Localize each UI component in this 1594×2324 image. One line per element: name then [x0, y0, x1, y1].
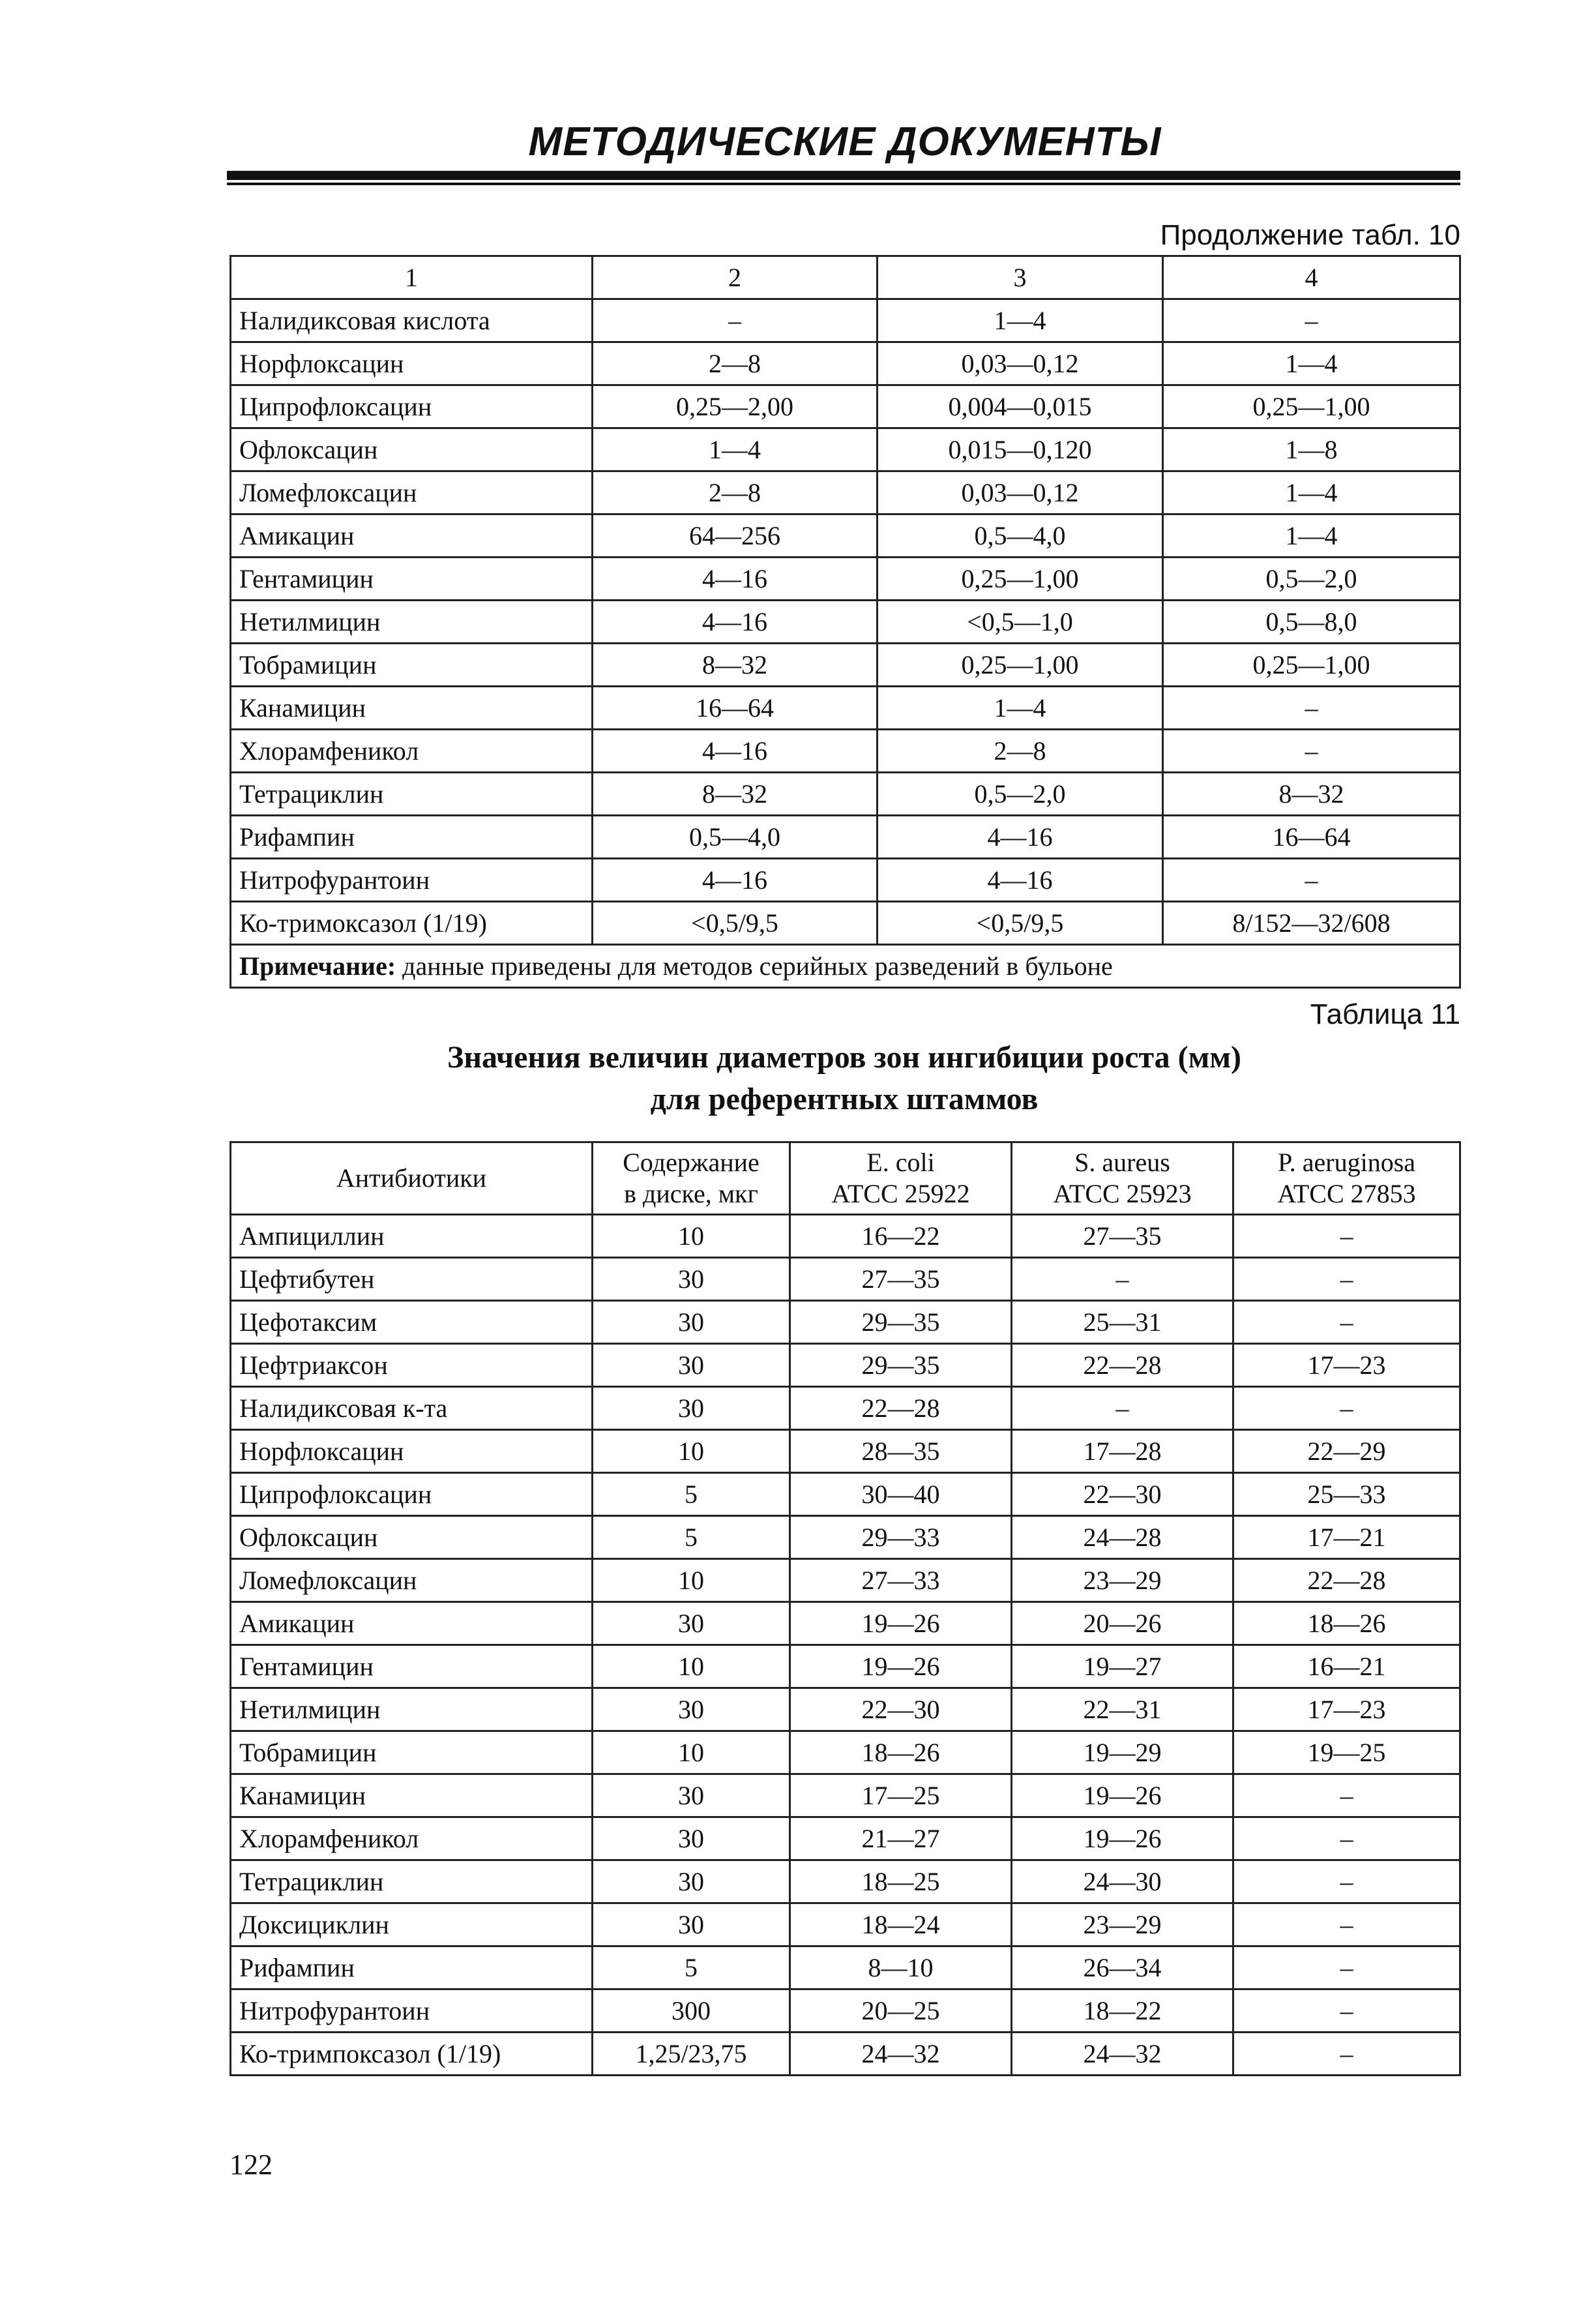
antibiotic-name-cell: Норфлоксацин [231, 1430, 593, 1473]
antibiotic-name-cell: Ломефлоксацин [231, 471, 593, 514]
antibiotic-name-cell: Тетрациклин [231, 1860, 593, 1903]
table-row [231, 773, 1460, 816]
value-cell: – [1233, 1989, 1460, 2033]
value-cell: 29—35 [790, 1301, 1012, 1344]
table-row [231, 2033, 1460, 2076]
table-row [231, 859, 1460, 902]
table-row [231, 1774, 1460, 1817]
value-cell: 0,5—2,0 [1163, 558, 1460, 601]
table-row [231, 385, 1460, 428]
header-rule-thin [227, 183, 1460, 185]
value-cell: 22—28 [1012, 1344, 1233, 1387]
value-cell: 17—25 [790, 1774, 1012, 1817]
value-cell: 26—34 [1012, 1946, 1233, 1989]
antibiotic-name-cell: Тетрациклин [231, 773, 593, 816]
antibiotic-name-cell: Гентамицин [231, 1645, 593, 1688]
antibiotic-name-cell: Канамицин [231, 1774, 593, 1817]
value-cell: 300 [593, 1989, 790, 2033]
header-line: P. aeruginosa [1277, 1148, 1416, 1177]
antibiotic-name-cell: Амикацин [231, 514, 593, 558]
antibiotic-name-cell: Ко-тримпоксазол (1/19) [231, 2033, 593, 2076]
value-cell: 19—29 [1012, 1731, 1233, 1774]
table-row [231, 816, 1460, 859]
value-cell: 23—29 [1012, 1903, 1233, 1946]
value-cell: 10 [593, 1559, 790, 1602]
value-cell: 16—64 [1163, 816, 1460, 859]
antibiotic-name-cell: Гентамицин [231, 558, 593, 601]
value-cell: 18—24 [790, 1903, 1012, 1946]
antibiotic-name-cell: Цефтриаксон [231, 1344, 593, 1387]
antibiotic-name-cell: Хлорамфеникол [231, 730, 593, 773]
value-cell: 18—25 [790, 1860, 1012, 1903]
table-row [231, 299, 1460, 342]
value-cell: 30 [593, 1860, 790, 1903]
value-cell: 16—22 [790, 1215, 1012, 1258]
antibiotic-name-cell: Ампициллин [231, 1215, 593, 1258]
value-cell: 30 [593, 1903, 790, 1946]
antibiotic-name-cell: Ко-тримоксазол (1/19) [231, 902, 593, 945]
value-cell: 29—33 [790, 1516, 1012, 1559]
table-row [231, 601, 1460, 644]
value-cell: 22—30 [790, 1688, 1012, 1731]
table-row [231, 1516, 1460, 1559]
value-cell: 25—33 [1233, 1473, 1460, 1516]
value-cell: 20—26 [1012, 1602, 1233, 1645]
antibiotic-name-cell: Ципрофлоксацин [231, 385, 593, 428]
antibiotic-name-cell: Нетилмицин [231, 601, 593, 644]
running-header-title: МЕТОДИЧЕСКИЕ ДОКУМЕНТЫ [528, 119, 1162, 164]
value-cell: 0,5—2,0 [878, 773, 1163, 816]
table-row [231, 1258, 1460, 1301]
header-line: ATCC 25922 [831, 1179, 970, 1208]
table-row [231, 428, 1460, 471]
table-row [231, 644, 1460, 687]
table11-column-header [1233, 1142, 1460, 1215]
table-row [231, 342, 1460, 385]
antibiotic-name-cell: Офлоксацин [231, 428, 593, 471]
table11-column-header [231, 1142, 593, 1215]
value-cell: – [1233, 1774, 1460, 1817]
value-cell: 30 [593, 1774, 790, 1817]
value-cell: – [1163, 687, 1460, 730]
antibiotic-name-cell: Норфлоксацин [231, 342, 593, 385]
value-cell: 0,5—4,0 [878, 514, 1163, 558]
header-line: Антибиотики [336, 1163, 487, 1193]
value-cell: 30 [593, 1817, 790, 1860]
value-cell: 22—29 [1233, 1430, 1460, 1473]
value-cell: 4—16 [593, 730, 878, 773]
antibiotic-name-cell: Ломефлоксацин [231, 1559, 593, 1602]
header-line: ATCC 25923 [1053, 1179, 1192, 1208]
value-cell: 0,5—8,0 [1163, 601, 1460, 644]
antibiotic-name-cell: Канамицин [231, 687, 593, 730]
value-cell: 2—8 [878, 730, 1163, 773]
value-cell: 30 [593, 1344, 790, 1387]
table10-note [231, 945, 1460, 988]
value-cell: 18—22 [1012, 1989, 1233, 2033]
value-cell: 30 [593, 1602, 790, 1645]
value-cell: 28—35 [790, 1430, 1012, 1473]
table-row [231, 1903, 1460, 1946]
value-cell: – [1233, 1946, 1460, 1989]
table-row [231, 1344, 1460, 1387]
table-row [231, 730, 1460, 773]
antibiotic-name-cell: Тобрамицин [231, 1731, 593, 1774]
table11-column-header [790, 1142, 1012, 1215]
value-cell: 22—30 [1012, 1473, 1233, 1516]
value-cell: 8—32 [593, 773, 878, 816]
table-row [231, 1430, 1460, 1473]
table-row [231, 1559, 1460, 1602]
value-cell: – [1233, 1860, 1460, 1903]
table-row [231, 1473, 1460, 1516]
value-cell: – [1233, 1817, 1460, 1860]
value-cell: 5 [593, 1946, 790, 1989]
note-label: Примечание: [239, 951, 396, 981]
table-row [231, 471, 1460, 514]
value-cell: 1—8 [1163, 428, 1460, 471]
table-row [231, 1688, 1460, 1731]
value-cell: – [1233, 1258, 1460, 1301]
page-number: 122 [229, 2149, 273, 2181]
value-cell: – [1163, 299, 1460, 342]
value-cell: 27—35 [1012, 1215, 1233, 1258]
value-cell: 1—4 [878, 687, 1163, 730]
value-cell: 0,03—0,12 [878, 342, 1163, 385]
value-cell: – [1233, 1301, 1460, 1344]
value-cell: 24—32 [790, 2033, 1012, 2076]
value-cell: 1—4 [1163, 471, 1460, 514]
table11-body [231, 1142, 1460, 2076]
value-cell: 0,015—0,120 [878, 428, 1163, 471]
value-cell: 22—31 [1012, 1688, 1233, 1731]
value-cell: 18—26 [790, 1731, 1012, 1774]
antibiotic-name-cell: Рифампин [231, 1946, 593, 1989]
value-cell: 4—16 [593, 859, 878, 902]
value-cell: 25—31 [1012, 1301, 1233, 1344]
value-cell: – [1012, 1258, 1233, 1301]
value-cell: 18—26 [1233, 1602, 1460, 1645]
header-rule [227, 171, 1460, 180]
antibiotic-name-cell: Нетилмицин [231, 1688, 593, 1731]
value-cell: 1—4 [593, 428, 878, 471]
value-cell: – [593, 299, 878, 342]
value-cell: 0,25—2,00 [593, 385, 878, 428]
value-cell: 0,004—0,015 [878, 385, 1163, 428]
value-cell: 10 [593, 1215, 790, 1258]
table-row [231, 687, 1460, 730]
value-cell: 24—32 [1012, 2033, 1233, 2076]
table11-label: Таблица 11 [1310, 998, 1460, 1030]
antibiotic-name-cell: Цефтибутен [231, 1258, 593, 1301]
value-cell: 4—16 [593, 558, 878, 601]
value-cell: 17—28 [1012, 1430, 1233, 1473]
value-cell: 1—4 [1163, 514, 1460, 558]
value-cell: 22—28 [790, 1387, 1012, 1430]
antibiotic-name-cell: Амикацин [231, 1602, 593, 1645]
value-cell: 17—23 [1233, 1688, 1460, 1731]
value-cell: – [1233, 2033, 1460, 2076]
table-row [231, 1301, 1460, 1344]
table11-title-line2: для референтных штаммов [650, 1082, 1039, 1116]
table10-column-header: 1 [231, 256, 593, 299]
table10 [229, 255, 1461, 989]
antibiotic-name-cell: Доксициклин [231, 1903, 593, 1946]
table-row [231, 1215, 1460, 1258]
table10-body [231, 256, 1460, 988]
header-line: E. coli [866, 1148, 935, 1177]
value-cell: 24—28 [1012, 1516, 1233, 1559]
value-cell: 4—16 [593, 601, 878, 644]
value-cell: 27—35 [790, 1258, 1012, 1301]
table11 [229, 1141, 1461, 2076]
antibiotic-name-cell: Цефотаксим [231, 1301, 593, 1344]
table11-column-header [593, 1142, 790, 1215]
value-cell: 0,25—1,00 [1163, 385, 1460, 428]
antibiotic-name-cell: Налидиксовая кислота [231, 299, 593, 342]
header-line: в диске, мкг [624, 1179, 758, 1208]
value-cell: 30 [593, 1258, 790, 1301]
value-cell: 2—8 [593, 342, 878, 385]
value-cell: 10 [593, 1645, 790, 1688]
table-row [231, 1946, 1460, 1989]
value-cell: 4—16 [878, 816, 1163, 859]
value-cell: – [1163, 859, 1460, 902]
value-cell: 17—21 [1233, 1516, 1460, 1559]
value-cell: 8—32 [593, 644, 878, 687]
value-cell: 30 [593, 1301, 790, 1344]
value-cell: <0,5/9,5 [593, 902, 878, 945]
value-cell: <0,5—1,0 [878, 601, 1163, 644]
value-cell: 19—26 [1012, 1817, 1233, 1860]
value-cell: 30—40 [790, 1473, 1012, 1516]
header-line: ATCC 27853 [1277, 1179, 1416, 1208]
table-row [231, 1602, 1460, 1645]
table10-continuation-label: Продолжение табл. 10 [1160, 219, 1460, 251]
antibiotic-name-cell: Налидиксовая к-та [231, 1387, 593, 1430]
value-cell: 30 [593, 1688, 790, 1731]
value-cell: 8/152—32/608 [1163, 902, 1460, 945]
value-cell: 21—27 [790, 1817, 1012, 1860]
antibiotic-name-cell: Нитрофурантоин [231, 859, 593, 902]
value-cell: 1,25/23,75 [593, 2033, 790, 2076]
note-text: данные приведены для методов серийных разведений в бульоне [396, 951, 1113, 981]
antibiotic-name-cell: Тобрамицин [231, 644, 593, 687]
value-cell: 0,25—1,00 [878, 644, 1163, 687]
table10-column-header: 4 [1163, 256, 1460, 299]
value-cell: 16—21 [1233, 1645, 1460, 1688]
table-row [231, 1989, 1460, 2033]
value-cell: 5 [593, 1516, 790, 1559]
value-cell: 19—26 [1012, 1774, 1233, 1817]
table11-title-line1: Значения величин диаметров зон ингибиции роста (мм) [447, 1040, 1242, 1075]
value-cell: 4—16 [878, 859, 1163, 902]
value-cell: 10 [593, 1731, 790, 1774]
table10-column-header: 2 [593, 256, 878, 299]
table10-header-row [231, 256, 1460, 299]
value-cell: 0,25—1,00 [1163, 644, 1460, 687]
value-cell: 2—8 [593, 471, 878, 514]
value-cell: 30 [593, 1387, 790, 1430]
value-cell: 19—27 [1012, 1645, 1233, 1688]
value-cell: 27—33 [790, 1559, 1012, 1602]
value-cell: – [1233, 1387, 1460, 1430]
table-row [231, 1387, 1460, 1430]
table-row [231, 1817, 1460, 1860]
value-cell: 17—23 [1233, 1344, 1460, 1387]
value-cell: 29—35 [790, 1344, 1012, 1387]
value-cell: 19—26 [790, 1645, 1012, 1688]
value-cell: 0,5—4,0 [593, 816, 878, 859]
antibiotic-name-cell: Офлоксацин [231, 1516, 593, 1559]
value-cell: 1—4 [1163, 342, 1460, 385]
table-row [231, 1731, 1460, 1774]
value-cell: – [1233, 1903, 1460, 1946]
antibiotic-name-cell: Рифампин [231, 816, 593, 859]
table10-note-row [231, 945, 1460, 988]
antibiotic-name-cell: Хлорамфеникол [231, 1817, 593, 1860]
table11-header-row [231, 1142, 1460, 1215]
value-cell: 5 [593, 1473, 790, 1516]
value-cell: 16—64 [593, 687, 878, 730]
value-cell: – [1163, 730, 1460, 773]
value-cell: 8—10 [790, 1946, 1012, 1989]
table-row [231, 1860, 1460, 1903]
value-cell: 8—32 [1163, 773, 1460, 816]
table11-title [229, 1037, 1459, 1120]
value-cell: – [1012, 1387, 1233, 1430]
antibiotic-name-cell: Ципрофлоксацин [231, 1473, 593, 1516]
value-cell: 22—28 [1233, 1559, 1460, 1602]
value-cell: – [1233, 1215, 1460, 1258]
value-cell: 0,03—0,12 [878, 471, 1163, 514]
antibiotic-name-cell: Нитрофурантоин [231, 1989, 593, 2033]
table10-column-header: 3 [878, 256, 1163, 299]
table-row [231, 558, 1460, 601]
value-cell: 19—26 [790, 1602, 1012, 1645]
value-cell: 1—4 [878, 299, 1163, 342]
value-cell: <0,5/9,5 [878, 902, 1163, 945]
value-cell: 23—29 [1012, 1559, 1233, 1602]
header-line: Содержание [623, 1148, 760, 1177]
table-row [231, 902, 1460, 945]
header-line: S. aureus [1074, 1148, 1170, 1177]
value-cell: 19—25 [1233, 1731, 1460, 1774]
table-row [231, 1645, 1460, 1688]
value-cell: 10 [593, 1430, 790, 1473]
table11-column-header [1012, 1142, 1233, 1215]
value-cell: 64—256 [593, 514, 878, 558]
table-row [231, 514, 1460, 558]
value-cell: 0,25—1,00 [878, 558, 1163, 601]
value-cell: 24—30 [1012, 1860, 1233, 1903]
value-cell: 20—25 [790, 1989, 1012, 2033]
